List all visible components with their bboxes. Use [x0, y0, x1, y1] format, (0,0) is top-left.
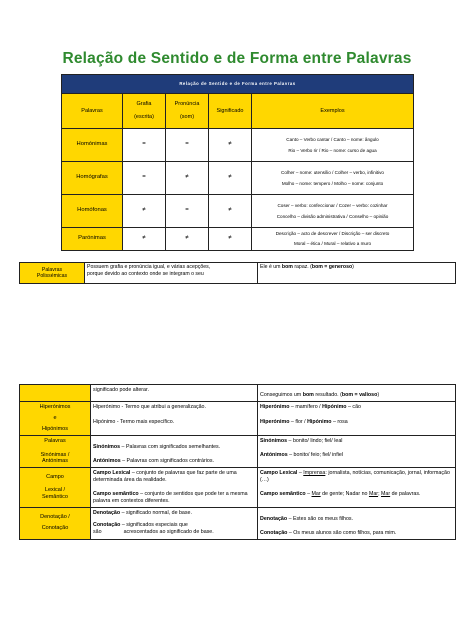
table-row	[20, 507, 456, 539]
example-line: Canto – Verbo cantar / Canto – nome: ângulo	[286, 136, 379, 142]
example-underline: Mar	[381, 491, 391, 498]
example-line	[260, 516, 453, 523]
example-text: de palavras.	[390, 491, 421, 498]
description-bold: Sinónimos	[93, 443, 121, 450]
row-label-line: Conotação	[41, 525, 69, 532]
example-cell	[252, 129, 414, 162]
description-line	[93, 444, 255, 451]
example-bold: bom = valioso	[341, 392, 378, 399]
grafia-cell: ≠	[123, 195, 166, 228]
relation-table	[61, 74, 414, 251]
example-text: )	[352, 264, 354, 270]
example-bold: Hipónimo	[322, 404, 347, 410]
row-label	[20, 435, 91, 468]
description-bold: Campo semântico	[93, 491, 139, 498]
description-text: – significados especiais que	[120, 522, 188, 529]
description-text: – conjunto de palavras que faz parte de uma determinada área da realidade.	[93, 470, 237, 483]
example-line	[260, 404, 453, 411]
table-row	[20, 385, 456, 402]
row-label-line: e	[53, 414, 57, 421]
example-text: – rosa	[331, 418, 348, 425]
description-cell	[91, 435, 258, 468]
example-cell	[258, 435, 456, 468]
header-grafia-label: Grafia	[136, 101, 152, 108]
example-text: –	[297, 470, 304, 477]
row-label-line: Hiperónimos	[39, 404, 71, 410]
header-grafia-sub: (escrita)	[134, 114, 154, 120]
description-cell: significado pode alterar.	[91, 385, 258, 402]
row-label: Parónimas	[62, 228, 123, 251]
example-bold: Sinónimos	[260, 437, 288, 444]
description-line: Hipónimo - Termo mais específico.	[93, 418, 175, 425]
example-bold: bom = generoso	[311, 264, 353, 270]
example-cell	[258, 263, 456, 284]
row-label	[20, 263, 85, 284]
significado-cell: ≠	[209, 162, 252, 195]
description-text: – conjunto de sentidos que pode ter a mesma palavra em contextos diferentes.	[93, 491, 248, 505]
description-cell	[91, 507, 258, 539]
significado-cell: ≠	[209, 228, 252, 251]
example-cell	[252, 195, 414, 228]
example-underline: Mar	[311, 491, 321, 498]
description-bold: Denotação	[93, 509, 121, 516]
example-text: resultado. (	[313, 392, 342, 399]
example-line	[260, 491, 453, 498]
row-label-line: Antónimas	[42, 458, 68, 465]
example-text: )	[377, 392, 380, 399]
example-line: Coser – verbo: confeccionar / Cozer – verbo: cozinhar	[277, 202, 388, 208]
example-text: rapaz. (	[292, 264, 312, 270]
table-row	[62, 162, 414, 195]
description-bold: Antónimos	[93, 458, 121, 465]
description-bold: Conotação	[93, 522, 121, 529]
example-line: Moral – ética / Mural – relativo a muro	[293, 241, 372, 246]
table-row	[20, 402, 456, 436]
table-row	[20, 468, 456, 507]
grafia-cell: =	[123, 162, 166, 195]
semantic-table	[19, 384, 456, 540]
row-label-line: Palavras	[44, 437, 66, 444]
example-text: Conseguimos um	[260, 392, 303, 399]
row-label-line: Polissémicas	[36, 273, 68, 279]
example-cell	[258, 507, 456, 539]
example-text: – Os meus alunos são como filhos, para mim.	[287, 530, 397, 537]
example-bold: bom	[302, 392, 314, 399]
description-line: Possuem grafia e pronúncia igual, e várias acepções,	[87, 264, 211, 270]
description-line	[93, 491, 255, 504]
example-underline: Imprensa	[303, 470, 326, 477]
description-text: – significado normal, de base.	[120, 509, 192, 516]
example-line	[260, 438, 453, 445]
example-line: Descrição – acto de descrever / Discrição – ser discreto	[275, 231, 390, 237]
example-bold: Denotação	[260, 515, 288, 522]
description-bold: Campo Lexical	[93, 470, 131, 477]
description-text: – Palavras com significados contrários.	[120, 458, 214, 465]
example-text: – Estes são os meus filhos.	[287, 515, 354, 522]
row-label-line: Sinónimas /	[40, 451, 70, 458]
example-text: ;	[378, 491, 382, 498]
description-line	[93, 522, 255, 529]
example-line: Rio – Verbo rir / Rio – nome: curso de agua	[288, 147, 377, 153]
example-text: de gente; Nadar no	[320, 491, 369, 498]
table-row	[62, 228, 414, 251]
significado-cell: ≠	[209, 129, 252, 162]
example-bold: Campo semântico	[260, 491, 306, 498]
header-pronuncia-label: Pronúncia	[174, 101, 200, 108]
page-title: Relação de Sentido e de Forma entre Palavras	[62, 50, 412, 67]
example-line: Molho – nome: tempero / Molho – nome: conjunto	[281, 180, 384, 186]
example-text: – cão	[346, 404, 361, 410]
example-text: –	[305, 491, 312, 498]
example-bold: Campo Lexical	[260, 470, 298, 477]
header-exemplos: Exemplos	[252, 94, 414, 129]
description-cell	[91, 402, 258, 436]
example-line: Colher – nome: utensílio / Colher – verbo, infinitivo	[281, 169, 384, 175]
example-line	[260, 470, 453, 483]
row-label-line: Palavras	[41, 266, 63, 273]
example-text: – flor /	[289, 418, 308, 425]
row-label-line: Campo	[46, 474, 64, 481]
description-line: são acrescentados ao significado de base.	[93, 528, 214, 535]
example-cell	[258, 468, 456, 507]
header-significado: Significado	[209, 94, 252, 129]
significado-cell: ≠	[209, 195, 252, 228]
example-text: – bonito/ lindo; fiel/ leal	[287, 437, 343, 444]
example-underline: Mar	[368, 491, 379, 498]
example-bold: Hiperónimo	[260, 418, 290, 425]
row-label: Homófonas	[62, 195, 123, 228]
polysemy-table	[19, 262, 456, 284]
table-row	[62, 129, 414, 162]
example-text: – bonito/ feio; fiel/ infiel	[287, 452, 344, 459]
pronuncia-cell: ≠	[166, 162, 209, 195]
example-line	[260, 452, 453, 459]
pronuncia-cell: =	[166, 195, 209, 228]
pronuncia-cell: ≠	[166, 228, 209, 251]
description-text: – Palavras com significados semelhantes.	[120, 443, 221, 450]
row-label-line: Semântico	[42, 493, 68, 500]
row-label	[20, 468, 91, 507]
header-pronuncia-sub: (som)	[179, 114, 195, 120]
example-bold: Hipónimo	[307, 418, 332, 425]
table-row	[20, 435, 456, 468]
row-label	[20, 385, 91, 402]
grafia-cell: =	[123, 129, 166, 162]
example-text: Ele é um	[260, 264, 282, 270]
example-text: : jornalista, notícias, comunicação, jornal, informação (…)	[260, 470, 450, 483]
table-row	[62, 195, 414, 228]
example-bold: bom	[281, 264, 293, 270]
description-line	[93, 458, 255, 465]
example-line	[260, 419, 453, 426]
description-line: porque devido ao contexto onde se integram o seu	[87, 270, 204, 277]
grafia-cell: ≠	[123, 228, 166, 251]
example-line	[260, 530, 453, 537]
table-row	[20, 263, 456, 284]
pronuncia-cell: =	[166, 129, 209, 162]
description-cell	[91, 468, 258, 507]
example-bold: Hiperónimo	[260, 404, 290, 410]
example-bold: Antónimos	[260, 452, 288, 459]
example-cell	[252, 228, 414, 251]
description-line: Hiperónimo - Termo que atribui a generalização.	[93, 404, 206, 410]
row-label-line: Hipónimos	[42, 425, 68, 432]
example-line: Concelho – divisão administrativa / Conselho – opinião	[276, 213, 389, 219]
header-palavras: Palavras	[62, 94, 123, 129]
description-line	[93, 510, 255, 517]
example-text: – mamífero /	[289, 404, 323, 410]
example-cell	[258, 402, 456, 436]
example-bold: Conotação	[260, 530, 288, 537]
row-label-line: Denotação /	[40, 514, 70, 521]
row-label	[20, 402, 91, 436]
example-cell	[252, 162, 414, 195]
description-line	[93, 470, 255, 483]
description-cell	[85, 263, 258, 284]
row-label	[20, 507, 91, 539]
example-cell	[258, 385, 456, 402]
header-grafia	[123, 94, 166, 129]
row-label: Homónimas	[62, 129, 123, 162]
table-banner: Relação de Sentido e de Forma entre Palavras	[62, 75, 414, 94]
row-label: Homógrafas	[62, 162, 123, 195]
row-label-line: Lexical /	[44, 487, 66, 494]
header-pronuncia	[166, 94, 209, 129]
